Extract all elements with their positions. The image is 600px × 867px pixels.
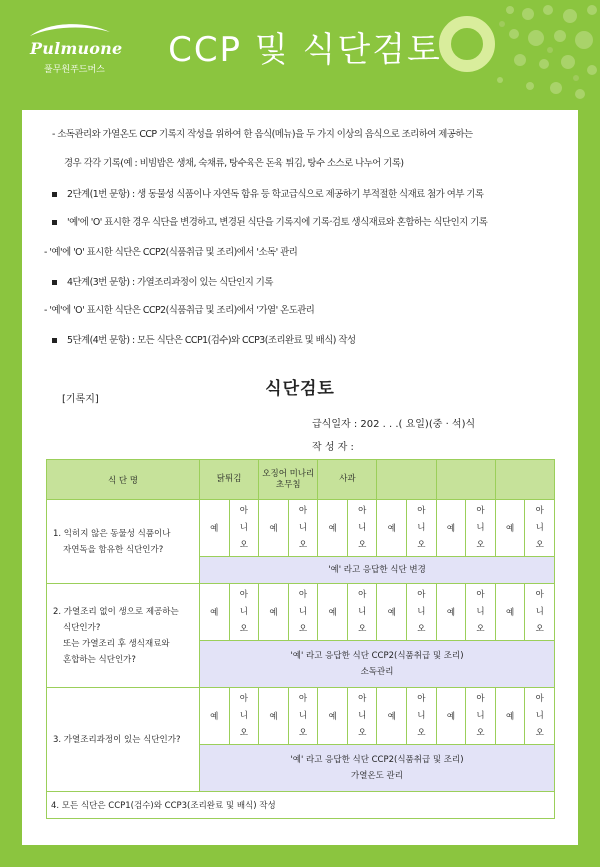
document-paper — [22, 110, 578, 845]
no-cell[interactable]: 아 니 오 — [229, 500, 259, 557]
no-cell[interactable]: 아 니 오 — [466, 584, 496, 641]
meal-date-field[interactable]: 급식일자 : 202 . . .( 요일)(중 · 석)식 — [312, 419, 476, 430]
yes-cell[interactable]: 예 — [495, 584, 525, 641]
yes-cell[interactable]: 예 — [259, 688, 289, 745]
note-1: '예' 라고 응답한 식단 변경 — [200, 557, 555, 584]
bullet-icon — [52, 338, 57, 343]
form-title: 식단검토 — [265, 379, 335, 399]
no-cell[interactable]: 아 니 오 — [229, 584, 259, 641]
menu-6[interactable] — [495, 460, 554, 500]
yes-cell[interactable]: 예 — [200, 688, 230, 745]
yes-cell[interactable]: 예 — [377, 500, 407, 557]
instruction-line-2: 경우 각각 기록(예 : 비빔밥은 생채, 숙채류, 탕수육은 돈육 튀김, 탕수 소스로 나누어 기록) — [64, 158, 404, 169]
menu-5[interactable] — [436, 460, 495, 500]
yes-cell[interactable]: 예 — [436, 584, 466, 641]
no-cell[interactable]: 아 니 오 — [466, 500, 496, 557]
no-cell[interactable]: 아 니 오 — [525, 500, 555, 557]
bullet-icon — [52, 280, 57, 285]
q4-row — [47, 792, 555, 819]
question-4: 4. 모든 식단은 CCP1(검수)와 CCP3(조리완료 및 배식) 작성 — [47, 792, 555, 819]
question-2: 2. 가열조리 없이 생으로 제공하는 식단인가? 또는 가열조리 후 생식재료와 혼합하는 식단인가? — [47, 584, 200, 688]
yes-cell[interactable]: 예 — [318, 688, 348, 745]
question-3: 3. 가열조리과정이 있는 식단인가? — [47, 688, 200, 792]
instruction-line-7: - '예'에 'O' 표시한 식단은 CCP2(식품취급 및 조리)에서 '가열' 온도관리 — [44, 305, 315, 316]
no-cell[interactable]: 아 니 오 — [229, 688, 259, 745]
bullet-icon — [52, 192, 57, 197]
instruction-line-8: 5단계(4번 문항) : 모든 식단은 CCP1(검수)와 CCP3(조리완료 및 배식) 작성 — [52, 334, 356, 348]
table-header-row — [47, 460, 555, 500]
menu-review-table — [46, 459, 555, 819]
q3-row — [47, 688, 555, 745]
instruction-line-5: - '예'에 'O' 표시한 식단은 CCP2(식품취급 및 조리)에서 '소독' 관리 — [44, 247, 298, 258]
yes-cell[interactable]: 예 — [200, 500, 230, 557]
yes-cell[interactable]: 예 — [200, 584, 230, 641]
yes-cell[interactable]: 예 — [259, 584, 289, 641]
instruction-line-3: 2단계(1번 문항) : 생 동물성 식품이나 자연독 함유 등 학교급식으로 제공하기 부적절한 식재료 첨가 여부 기록 — [52, 188, 483, 202]
yes-cell[interactable]: 예 — [377, 688, 407, 745]
no-cell[interactable]: 아 니 오 — [288, 688, 318, 745]
writer-field[interactable]: 작 성 자 : — [312, 442, 354, 453]
logo-name: Pulmuone — [30, 39, 123, 58]
no-cell[interactable]: 아 니 오 — [525, 688, 555, 745]
no-cell[interactable]: 아 니 오 — [407, 584, 437, 641]
menu-name-header: 식 단 명 — [47, 460, 200, 500]
q1-row — [47, 500, 555, 557]
no-cell[interactable]: 아 니 오 — [288, 584, 318, 641]
no-cell[interactable]: 아 니 오 — [347, 584, 377, 641]
yes-cell[interactable]: 예 — [436, 688, 466, 745]
yes-cell[interactable]: 예 — [318, 500, 348, 557]
no-cell[interactable]: 아 니 오 — [347, 500, 377, 557]
menu-1[interactable]: 닭튀김 — [200, 460, 259, 500]
menu-4[interactable] — [377, 460, 436, 500]
yes-cell[interactable]: 예 — [495, 688, 525, 745]
note-3: '예' 라고 응답한 식단 CCP2(식품취급 및 조리) 가열온도 관리 — [200, 745, 555, 792]
yes-cell[interactable]: 예 — [495, 500, 525, 557]
no-cell[interactable]: 아 니 오 — [525, 584, 555, 641]
no-cell[interactable]: 아 니 오 — [288, 500, 318, 557]
menu-3[interactable]: 사과 — [318, 460, 377, 500]
no-cell[interactable]: 아 니 오 — [407, 500, 437, 557]
yes-cell[interactable]: 예 — [259, 500, 289, 557]
instruction-line-6: 4단계(3번 문항) : 가열조리과정이 있는 식단인지 기록 — [52, 276, 273, 290]
question-1: 1. 익히지 않은 동물성 식품이나 자연독을 함유한 식단인가? — [47, 500, 200, 584]
no-cell[interactable]: 아 니 오 — [347, 688, 377, 745]
no-cell[interactable]: 아 니 오 — [466, 688, 496, 745]
bullet-icon — [52, 220, 57, 225]
note-2: '예' 라고 응답한 식단 CCP2(식품취급 및 조리) 소독관리 — [200, 641, 555, 688]
header — [0, 0, 600, 108]
yes-cell[interactable]: 예 — [318, 584, 348, 641]
instruction-line-4: '예'에 'O' 표시한 경우 식단을 변경하고, 변경된 식단을 기록지에 기록·검토 생식재료와 혼합하는 식단인지 기록 — [52, 216, 487, 230]
q2-row — [47, 584, 555, 641]
decorative-circles-icon — [380, 0, 600, 108]
instruction-line-1: - 소독관리와 가열온도 CCP 기록지 작성을 위하여 한 음식(메뉴)을 두 가지 이상의 음식으로 조리하여 제공하는 — [52, 129, 473, 140]
form-label: [기록지] — [62, 394, 99, 405]
page-title: CCP 및 식단검토 — [168, 30, 442, 70]
logo-subtitle: 풀무원푸드머스 — [44, 65, 105, 75]
no-cell[interactable]: 아 니 오 — [407, 688, 437, 745]
yes-cell[interactable]: 예 — [377, 584, 407, 641]
yes-cell[interactable]: 예 — [436, 500, 466, 557]
menu-2[interactable]: 오징어 미나리 초무침 — [259, 460, 318, 500]
